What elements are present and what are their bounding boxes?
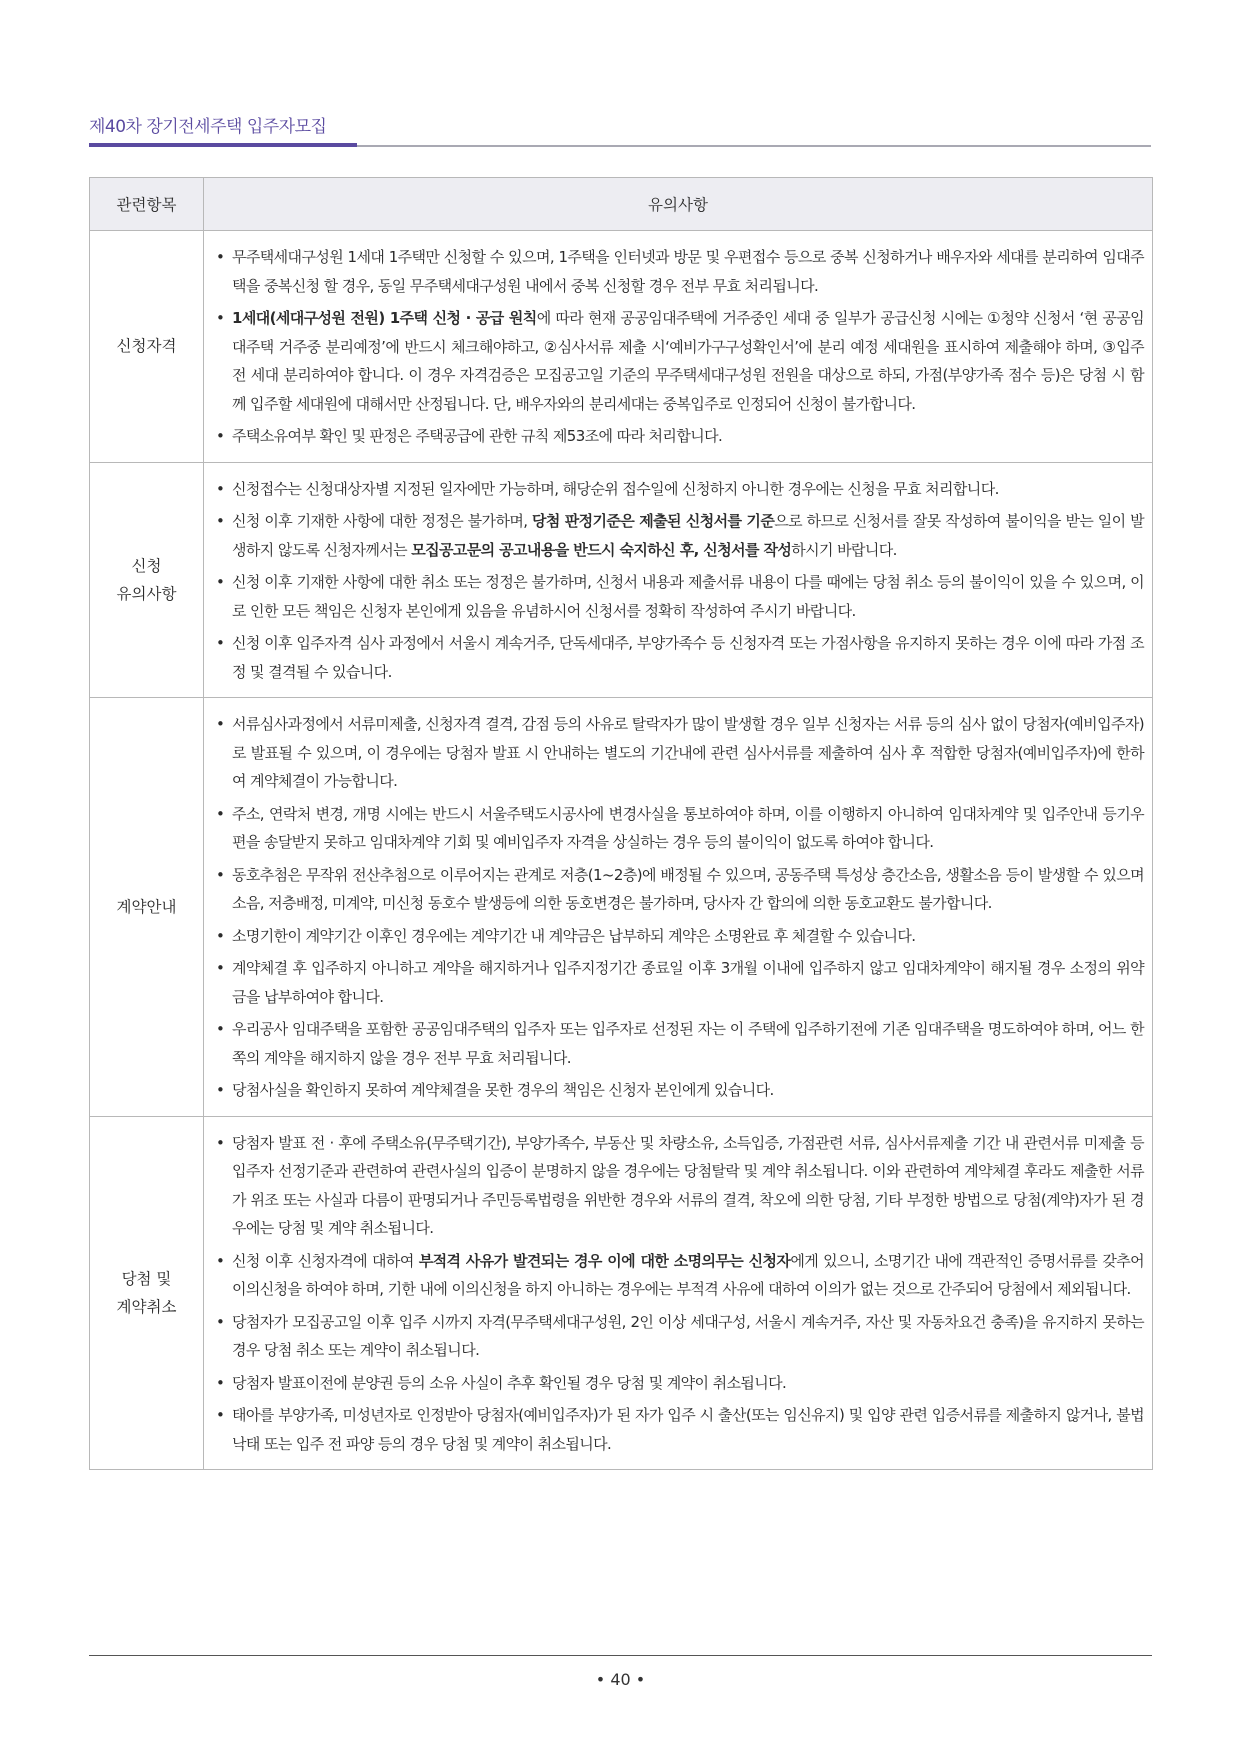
list-item [214,710,1144,796]
list-item [214,1129,1144,1243]
note-text: 에 따라 현재 공공임대주택에 거주중인 세대 중 일부가 공급신청 시에는 ①청약 신청서 ‘현 공공임대주택 거주중 분리예정’에 반드시 체크해야하고, ②심사서류 제출 시‘예비가구구성확인서’에 분리 예정 세대원을 표시하여 제출해야 하며, ③입주 전 세대 분리하여야 합니다. 이 경우 자격검증은 모집공고일 기준의 무주택세대구성원 전원을 대상으로 하되, 가점(부양가족 점수 등)은 당첨 시 함께 입주할 세대원에 대해서만 산정됩니다. 단, 배우자와의 분리세대는 중복입주로 인정되어 신청이 불가합니다. [232,309,1144,413]
page-number: • 40 • [595,1670,646,1689]
row-notes [204,231,1153,463]
emphasis-text: 부적격 사유가 발견되는 경우 이에 대한 소명의무는 신청자 [418,1251,791,1270]
notes-list [214,710,1144,1105]
table-row [90,462,1153,698]
list-item [214,1369,1144,1398]
note-text: 신청 이후 기재한 사항에 대한 정정은 불가하며, [232,512,532,530]
table-row [90,1116,1153,1470]
list-item [214,629,1144,686]
footer-rule [89,1655,1152,1656]
table-header-row [90,178,1153,231]
note-text: 신청 이후 기재한 사항에 대한 취소 또는 정정은 불가하며, 신청서 내용과 제출서류 내용이 다를 때에는 당첨 취소 등의 불이익이 있을 수 있으며, 이로 인한 모든 책임은 신청자 본인에게 있음을 유념하시어 신청서를 정확히 작성하여 주시기 바랍니다. [232,573,1144,620]
list-item [214,800,1144,857]
list-item [214,1247,1144,1304]
list-item [214,861,1144,918]
note-text: 우리공사 임대주택을 포함한 공공임대주택의 입주자 또는 입주자로 선정된 자는 이 주택에 입주하기전에 기존 임대주택을 명도하여야 하며, 어느 한 쪽의 계약을 해지하지 않을 경우 전부 무효 처리됩니다. [232,1020,1144,1067]
note-text: 태아를 부양가족, 미성년자로 인정받아 당첨자(예비입주자)가 된 자가 입주 시 출산(또는 임신유지) 및 입양 관련 입증서류를 제출하지 않거나, 불법낙태 또는 입주 전 파양 등의 경우 당첨 및 계약이 취소됩니다. [232,1406,1144,1453]
list-item [214,475,1144,504]
table-body [90,231,1153,1470]
notes-list [214,243,1144,451]
note-text: 주택소유여부 확인 및 판정은 주택공급에 관한 규칙 제53조에 따라 처리합니다. [232,427,723,445]
note-text: 서류심사과정에서 서류미제출, 신청자격 결격, 감점 등의 사유로 탈락자가 많이 발생할 경우 일부 신청자는 서류 등의 심사 없이 당첨자(예비입주자)로 발표될 수 있으며, 이 경우에는 당첨자 발표 시 안내하는 별도의 기간내에 관련 심사서류를 제출하여 심사 후 적합한 당첨자(예비입주자)에 한하여 계약체결이 가능합니다. [232,715,1144,790]
note-text: 당첨자가 모집공고일 이후 입주 시까지 자격(무주택세대구성원, 2인 이상 세대구성, 서울시 계속거주, 자산 및 자동차요건 충족)을 유지하지 못하는 경우 당첨 취소 또는 계약이 취소됩니다. [232,1312,1144,1359]
note-text: 무주택세대구성원 1세대 1주택만 신청할 수 있으며, 1주택을 인터넷과 방문 및 우편접수 등으로 중복 신청하거나 배우자와 세대를 분리하여 임대주택을 중복신청 할 경우, 동일 무주택세대구성원 내에서 중복 신청할 경우 전부 무효 처리됩니다. [232,248,1144,295]
note-text: 으로 하므로 신청서를 잘못 작성하여 불이익을 받는 일이 발생하지 않도록 신청자께서는 [232,512,1144,559]
row-category: 신청 유의사항 [90,462,204,698]
list-item [214,507,1144,564]
note-text: 당첨자 발표이전에 분양권 등의 소유 사실이 추후 확인될 경우 당첨 및 계약이 취소됩니다. [232,1373,787,1392]
emphasis-text: 모집공고문의 공고내용을 반드시 숙지하신 후, 신청서를 작성 [411,540,792,559]
note-text: 동호추첨은 무작위 전산추첨으로 이루어지는 관계로 저층(1~2층)에 배정될 수 있으며, 공동주택 특성상 층간소음, 생활소음 등이 발생할 수 있으며 소음, 저층배정, 미계약, 미신청 동호수 발생등에 의한 동호변경은 불가하며, 당사자 간 합의에 의한 동호교환도 불가합니다. [232,865,1144,912]
list-item [214,922,1144,951]
notes-list [214,1129,1144,1459]
table-row [90,231,1153,463]
emphasis-text: 당첨 판정기준은 제출된 신청서를 기준 [531,512,775,530]
notice-table [89,177,1153,1470]
table-row [90,698,1153,1117]
header-accent-bar [89,143,357,147]
list-item [214,422,1144,451]
note-text: 당첨자 발표 전 · 후에 주택소유(무주택기간), 부양가족수, 부동산 및 차량소유, 소득입증, 가점관련 서류, 심사서류제출 기간 내 관련서류 미제출 등 입주자 선정기준과 관련하여 관련사실의 입증이 분명하지 않을 경우에는 당첨탈락 및 계약 취소됩니다. 이와 관련하여 계약체결 후라도 제출한 서류가 위조 또는 사실과 다름이 판명되거나 주민등록법령을 위반한 경우와 서류의 결격, 착오에 의한 당첨, 기타 부정한 방법으로 당첨(계약)자가 된 경우에는 당첨 및 계약 취소됩니다. [232,1133,1144,1237]
note-text: 신청접수는 신청대상자별 지정된 일자에만 가능하며, 해당순위 접수일에 신청하지 아니한 경우에는 신청을 무효 처리합니다. [232,479,999,498]
emphasis-text: 1세대(세대구성원 전원) 1주택 신청 · 공급 원칙 [232,309,537,327]
note-text: 소명기한이 계약기간 이후인 경우에는 계약기간 내 계약금은 납부하되 계약은 소명완료 후 체결할 수 있습니다. [232,926,916,945]
list-item [214,1015,1144,1072]
note-text: 신청 이후 신청자격에 대하여 [232,1251,419,1270]
list-item [214,568,1144,625]
list-item [214,1401,1144,1458]
row-notes [204,462,1153,698]
row-category: 당첨 및 계약취소 [90,1116,204,1470]
note-text: 주소, 연락처 변경, 개명 시에는 반드시 서울주택도시공사에 변경사실을 통보하여야 하며, 이를 이행하지 아니하여 임대차계약 및 입주안내 등기우편을 송달받지 못하고 임대차계약 기회 및 예비입주자 자격을 상실하는 경우 등의 불이익이 없도록 하여야 합니다. [232,804,1144,851]
notes-list [214,475,1144,687]
note-text: 당첨사실을 확인하지 못하여 계약체결을 못한 경우의 책임은 신청자 본인에게 있습니다. [232,1081,774,1099]
row-notes [204,698,1153,1117]
row-category: 신청자격 [90,231,204,463]
document-header-title: 제40차 장기전세주택 입주자모집 [89,117,327,137]
note-text: 신청 이후 입주자격 심사 과정에서 서울시 계속거주, 단독세대주, 부양가족수 등 신청자격 또는 가점사항을 유지하지 못하는 경우 이에 따라 가점 조정 및 결격될 수 있습니다. [232,634,1144,681]
row-notes [204,1116,1153,1470]
list-item [214,1076,1144,1105]
note-text: 계약체결 후 입주하지 아니하고 계약을 해지하거나 입주지정기간 종료일 이후 3개월 이내에 입주하지 않고 임대차계약이 해지될 경우 소정의 위약금을 납부하여야 합니다. [232,959,1144,1006]
col-header-notes: 유의사항 [204,178,1153,231]
list-item [214,954,1144,1011]
row-category: 계약안내 [90,698,204,1117]
list-item [214,1308,1144,1365]
list-item [214,304,1144,418]
list-item [214,243,1144,300]
note-text: 하시기 바랍니다. [791,540,897,559]
note-text: 에게 있으니, 소명기간 내에 객관적인 증명서류를 갖추어 이의신청을 하여야 하며, 기한 내에 이의신청을 하지 아니하는 경우에는 부적격 사유에 대하여 이의가 없는 것으로 간주되어 당첨에서 제외됩니다. [232,1251,1144,1298]
col-header-category: 관련항목 [90,178,204,231]
